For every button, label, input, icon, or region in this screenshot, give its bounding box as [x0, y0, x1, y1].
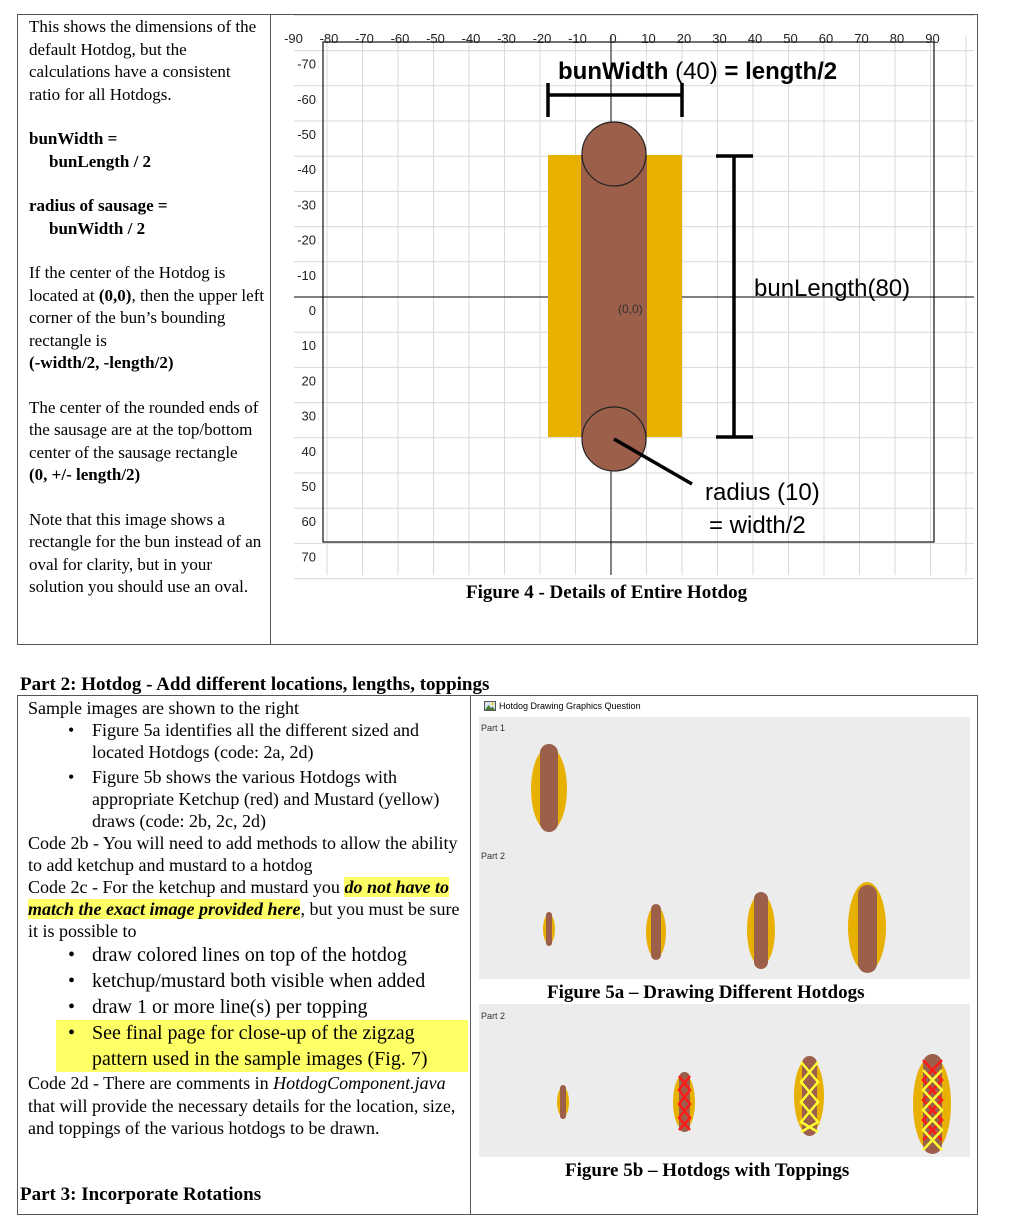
top-table-divider	[270, 14, 271, 645]
hotdog-part2-1	[543, 912, 555, 946]
top-left-cell	[29, 16, 265, 599]
sausage	[651, 904, 661, 960]
radius-formula: bunWidth / 2	[49, 218, 146, 238]
center-coord: (0,0)	[98, 285, 132, 305]
x-tick-label: 0	[609, 31, 617, 46]
sausage	[546, 912, 552, 946]
fig5a-hotdogs	[479, 717, 970, 979]
y-tick-label: 10	[301, 338, 316, 354]
y-tick-label: 60	[301, 514, 316, 530]
center-text	[29, 262, 265, 352]
code-2b-text: Code 2b - You will need to add methods to allow the ability to add ketchup and mustard to a hotdog	[28, 833, 458, 875]
x-tick-label: -40	[461, 31, 481, 46]
code-2c-a: Code 2c - For the ketchup and mustard you	[28, 877, 345, 897]
bullets-a	[28, 719, 468, 832]
note-text: Note that this image shows a rectangle for the bun instead of an oval for clarity, but in your solution you should use an oval.	[29, 509, 262, 596]
fig5b-hotdogs	[479, 1004, 970, 1157]
x-tick-label: 20	[676, 31, 692, 46]
part2b-label: Part 2	[481, 1011, 506, 1021]
bullet-b-4-highlight: • See final page for close-up of the zigzag pattern used in the sample images (Fig. 7)	[56, 1020, 468, 1072]
y-tick-label: -30	[297, 197, 316, 213]
x-tick-label: 70	[854, 31, 869, 46]
x-tick-label: -10	[568, 31, 587, 46]
y-tick-label: -60	[297, 91, 316, 107]
code-2c-text	[28, 876, 468, 942]
code-2d-c: that will provide the necessary details for the location, size, and toppings of the various hotdogs to be drawn.	[28, 1095, 456, 1138]
x-tick-label: -70	[355, 31, 374, 46]
sausage-top-end	[582, 122, 646, 186]
figure-4-caption: Figure 4 - Details of Entire Hotdog	[466, 582, 748, 603]
part2-label: Part 2	[481, 851, 506, 861]
topped-hotdog-1	[557, 1085, 569, 1119]
center-text-a: If the center of the Hotdog is located at	[29, 263, 226, 305]
y-tick-label: 50	[301, 479, 316, 494]
code-2c-highlight: do not have to match the exact image provided here	[28, 877, 449, 919]
code-2d-filename: HotdogComponent.java	[273, 1073, 446, 1093]
y-tick-label: -40	[297, 162, 316, 178]
sausage	[560, 1085, 566, 1119]
topped-hotdog-4	[913, 1054, 951, 1154]
bunwidth-annotation-a: bunWidth	[558, 58, 676, 85]
code-2d-text	[28, 1072, 468, 1140]
corner-coord: (-width/2, -length/2)	[29, 353, 174, 372]
hotdog-part1	[531, 744, 567, 832]
sausage	[540, 744, 558, 832]
part3-heading: Part 3: Incorporate Rotations	[20, 1184, 262, 1205]
hotdog-part2-3	[747, 892, 775, 969]
topped-hotdog-3	[794, 1056, 824, 1136]
x-tick-label: -60	[390, 31, 410, 46]
radius-annotation-line2: = width/2	[709, 512, 806, 539]
center-text-b: , then the upper left corner of the bun’s bounding rectangle is	[29, 285, 265, 350]
bullet-b-4	[56, 1020, 468, 1072]
x-tick-label: -50	[426, 31, 445, 46]
y-tick-label: -70	[297, 56, 316, 72]
y-tick-label: 40	[301, 443, 316, 459]
x-tick-labels	[284, 31, 940, 46]
sample-line: Sample images are shown to the right	[28, 698, 299, 718]
window-title: Hotdog Drawing Graphics Question	[499, 701, 641, 711]
x-tick-label: -30	[497, 31, 516, 46]
intro-text: This shows the dimensions of the default Hotdog, but the calculations have a consistent ratio for all Hotdogs.	[29, 17, 257, 104]
radius-label: radius of sausage =	[29, 196, 168, 215]
x-tick-label: 90	[925, 31, 940, 46]
window-icon	[484, 700, 496, 712]
topped-hotdog-2	[673, 1072, 695, 1132]
part2-heading: Part 2: Hotdog - Add different locations, lengths, toppings	[20, 674, 490, 695]
bunlength-annotation: bunLength(80)	[754, 275, 911, 302]
y-tick-label: 0	[308, 303, 316, 318]
figure-5b-caption: Figure 5b – Hotdogs with Toppings	[565, 1160, 850, 1181]
sausage-rect	[581, 155, 647, 437]
bullet-b-2: • ketchup/mustard both visible when added	[56, 968, 468, 994]
bullet-a-1: • Figure 5a identifies all the different sized and located Hotdogs (code: 2a, 2d)	[56, 719, 468, 763]
x-tick-label: 30	[712, 31, 727, 46]
ends-text: The center of the rounded ends of the sausage are at the top/bottom center of the sausage rectangle	[29, 397, 259, 462]
y-tick-label: -50	[297, 127, 316, 142]
bunwidth-annotation-b: (40)	[675, 58, 718, 85]
bunwidth-annotation-c: = length/2	[717, 58, 838, 85]
bunwidth-formula: bunLength / 2	[49, 151, 152, 171]
x-tick-label: 80	[889, 31, 905, 46]
y-tick-label: 30	[301, 408, 316, 424]
x-tick-label: -90	[284, 31, 303, 46]
figure-5a-caption: Figure 5a – Drawing Different Hotdogs	[547, 982, 865, 1003]
x-tick-label: 60	[818, 31, 834, 46]
x-tick-label: -80	[319, 31, 339, 46]
part2-left-cell	[28, 697, 468, 1140]
x-tick-label: 10	[641, 31, 656, 46]
y-tick-labels	[297, 57, 316, 565]
sausage	[754, 892, 768, 969]
part1-label: Part 1	[481, 723, 506, 733]
hotdog-part2-4	[848, 882, 886, 973]
figure-4-diagram	[272, 15, 976, 585]
sausage	[858, 885, 877, 973]
bullets-b	[28, 942, 468, 1072]
bullet-a-2: • Figure 5b shows the various Hotdogs with appropriate Ketchup (red) and Mustard (yellow) draws (code: 2b, 2c, 2d)	[56, 766, 468, 832]
x-tick-label: -20	[532, 31, 552, 46]
radius-annotation-line1: radius (10)	[705, 479, 820, 506]
code-2d-a: Code 2d - There are comments in	[28, 1073, 274, 1093]
y-tick-label: -20	[297, 232, 316, 248]
y-tick-label: 20	[301, 373, 316, 389]
bullet-b-1: • draw colored lines on top of the hotdog	[56, 942, 468, 968]
y-tick-label: 70	[301, 549, 316, 565]
origin-label: (0,0)	[618, 302, 643, 316]
bullet-b-3: • draw 1 or more line(s) per topping	[56, 994, 468, 1020]
part2-table-divider	[470, 695, 471, 1215]
x-tick-label: 50	[783, 31, 798, 46]
ends-coord: (0, +/- length/2)	[29, 465, 141, 484]
x-tick-label: 40	[747, 31, 763, 46]
hotdog-part2-2	[646, 904, 666, 960]
y-tick-label: -10	[297, 267, 316, 283]
code-2c-c: , but you must be sure it is possible to	[28, 899, 460, 941]
bunwidth-annotation	[558, 58, 837, 85]
bunwidth-label: bunWidth =	[29, 129, 118, 148]
